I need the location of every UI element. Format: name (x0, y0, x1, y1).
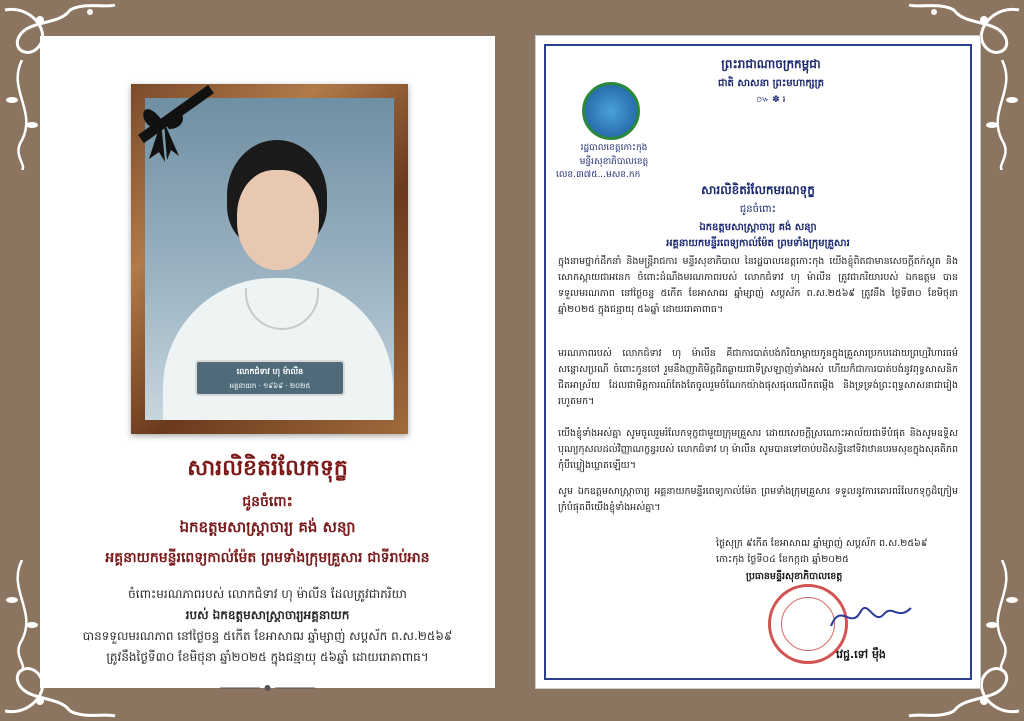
letter-date (716, 536, 956, 568)
letter-paragraph-3: យើងខ្ញុំទាំងអស់គ្នា សូមចូលរួមរំលែកទុក្ខជាមួយក្រុមគ្រួសារ ដោយសេចក្តីស្រណោះអាល័យជាទីបំផុត និងសូមឧទ្ទិសបុណ្យកុសលដល់វិញ្ញាណក្ខន្ធរបស់ លោកជំទាវ ហុ ម៉ាលីន សូមបានទៅចាប់បដិសន្ធិនៅទិវាឋានបរមសុខក្នុងសុគតិភពកុំបីឃ្លៀងឃ្លាតឡើយ។ (558, 428, 958, 471)
divider-ornament (220, 684, 315, 692)
left-to: ជូនចំពោះ (242, 494, 293, 510)
letter-motto: ជាតិ សាសនា ព្រះមហាក្សត្រ (718, 78, 824, 89)
letter-office-dept: មន្ទីរសុខាភិបាលខេត្ត (579, 157, 649, 167)
letter-reference-number: លេខ.៣៧៥...មសខ.កក (556, 170, 641, 180)
portrait-face (237, 170, 319, 270)
letter-title: សារលិខិតរំលែកមរណទុក្ខ (701, 183, 815, 197)
letter-org: អគ្គនាយកមន្ទីរពេទ្យកាល់ម៉ែត ព្រមទាំងក្រុមគ្រួសារ (666, 238, 850, 249)
left-body-line1: ចំពោះមរណភាពរបស់ លោកជំទាវ ហុ ម៉ាលីន ដែលត្រូវជាភរិយា (128, 587, 407, 601)
letter-paragraph-4: សូម ឯកឧត្តមសាស្ត្រាចារ្យ អគ្គនាយកមន្ទីរពេទ្យកាល់ម៉ែត ព្រមទាំងក្រុមគ្រួសារ ទទួលនូវការគោរពរំលែកទុក្ខដ៏ក្រៀមក្រំបំផុតពីយើងខ្ញុំទាំងអស់គ្នា។ (558, 486, 958, 513)
ministry-seal-icon (582, 82, 640, 140)
letter-signatory-office: ប្រធានមន្ទីរសុខាភិបាលខេត្ត (746, 571, 843, 582)
letter-rank: ឯកឧត្តមសាស្ត្រាចារ្យ គង់ សន្យា (699, 222, 817, 233)
left-body (40, 584, 495, 668)
portrait-frame (131, 84, 408, 434)
nameplate-name: លោកជំទាវ ហុ ម៉ាលីន (236, 367, 304, 376)
left-rank: ឯកឧត្តមសាស្ត្រាចារ្យ គង់ សន្យា (179, 518, 356, 536)
left-body-line2: របស់ ឯកឧត្តមសាស្ត្រាចារ្យអគ្គនាយក (185, 608, 350, 622)
left-title: សារលិខិតរំលែកទុក្ខ (187, 456, 348, 481)
ornament-vine-right-bottom (982, 560, 1022, 670)
letter-kingdom: ព្រះរាជាណាចក្រកម្ពុជា (721, 57, 821, 71)
letter-paragraph-2: មរណភាពរបស់ លោកជំទាវ ហុ ម៉ាលីន គឺជាការបាត់បង់ភរិយាម្តាយកូនក្នុងគ្រួសារប្រកបដោយព្រហ្មវិហារធម៌ សន្តោសប្រណី ចំពោះកូនចៅ រួមនឹងញាតិមិត្តជិតឆ្ងាយជាទីស្រឡាញ់ទាំងអស់ ហើយក៏ជាការបាត់បង់នូវពុទ្ធសាសនិកជិតអាស្រ័យ ដែលជាមិត្តការណ៍តែងតែចូលរួមចំណែកយ៉ាងផុសផុលលើកតម្កើង និងទ្រទ្រង់ព្រះពុទ្ធសាសនាជារៀងរហូតមក។ (558, 348, 958, 407)
letter-to: ជូនចំពោះ (739, 204, 777, 215)
letter-date-solar: កោះកុង ថ្ងៃទី០៤ ខែកក្កដា ឆ្នាំ២០២៥ (716, 554, 849, 565)
letter-office-admin: រដ្ឋបាលខេត្តកោះកុង (580, 143, 648, 153)
letter-date-lunar: ថ្ងៃសុក្រ ៩កើត ខែអាសាឍ ឆ្នាំម្សាញ់ សប្តស័ក ព.ស.២៥៦៩ (716, 538, 928, 549)
left-body-line3: បានទទួលមរណភាព នៅថ្ងៃចន្ទ ៥កើត ខែអាសាឍ ឆ្នាំម្សាញ់ សប្តស័ក ព.ស.២៥៦៩ (82, 629, 453, 643)
left-body-line4: ត្រូវនឹងថ្ងៃទី៣០ ខែមិថុនា ឆ្នាំ២០២៥ ក្នុងជន្មាយុ ៥៦ឆ្នាំ ដោយរោគាពាធ។ (106, 650, 429, 664)
ornament-vine-right-top (982, 60, 1022, 170)
portrait-nameplate (195, 360, 345, 396)
mourning-ribbon-icon (131, 84, 221, 164)
letter-motto-ornament: ៚ ✽ ៛ (756, 95, 786, 105)
letter-signer-name: វេជ្ជ.ទៅ ម៉ឹង (836, 648, 886, 661)
condolence-letter-right (536, 36, 980, 688)
letter-paragraph-1: ក្នុងនាមថ្នាក់ដឹកនាំ និងមន្ត្រីរាជការ មន្ទីរសុខាភិបាល នៃរដ្ឋបាលខេត្តកោះកុង យើងខ្ញុំពិតជាមានសេចក្តីតក់ស្លុត និងសោកស្តាយជាអនេក ចំពោះដំណឹងមរណភាពរបស់ លោកជំទាវ ហុ ម៉ាលីន ត្រូវជាភរិយារបស់ ឯកឧត្តម បានទទួលមរណភាព នៅថ្ងៃចន្ទ ៥កើត ខែអាសាឍ ឆ្នាំម្សាញ់ សប្តស័ក ព.ស.២៥៦៩ ត្រូវនឹង ថ្ងៃទី៣០ ខែមិថុនា ឆ្នាំ២០២៥ ក្នុងជន្មាយុ ៥៦ឆ្នាំ ដោយរោគាពាធ។ (558, 256, 958, 315)
signature-icon (826, 596, 916, 636)
ornament-vine-left-top (2, 60, 42, 170)
ornament-vine-left-bottom (2, 560, 42, 670)
condolence-card-left (40, 36, 495, 688)
left-org: អគ្គនាយកមន្ទីរពេទ្យកាល់ម៉ែត ព្រមទាំងក្រុមគ្រួសារ ជាទីរាប់អាន (105, 550, 430, 566)
nameplate-subtitle: អគ្គនាយក · ១៩៦៩ · ២០២៥ (229, 382, 311, 390)
